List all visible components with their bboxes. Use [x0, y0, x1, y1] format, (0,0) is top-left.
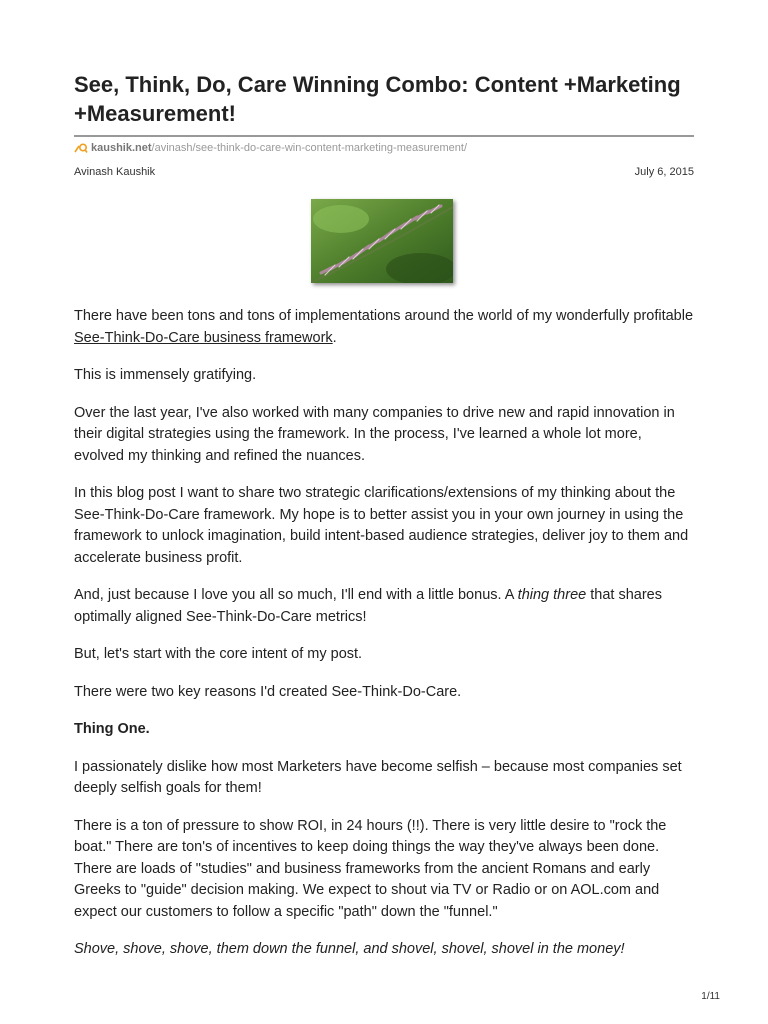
paragraph: Over the last year, I've also worked with many companies to drive new and rapid innovation in their digital strategies using the framework. In the process, I've learned a whole lot more, evolved my thinking and refined the nuances.	[74, 404, 675, 464]
paragraph: There is a ton of pressure to show ROI, in 24 hours (!!). There is very little desire to "rock the boat." There are ton's of incentives to keep doing things the way they've always been done. There are loads of "studies" and business frameworks from the ancient Romans and early Greeks to "guide" decision making. We expect to shout via TV or Radio or on AOL.com and expect our customers to follow a specific "path" down the "funnel."	[74, 817, 667, 920]
source-domain[interactable]: kaushik.net	[91, 142, 152, 154]
paragraph: And, just because I love you all so much, I'll end with a little bonus. A thing three that shares optimally aligned See-Think-Do-Care metrics!	[74, 587, 662, 625]
grass-photo	[311, 199, 453, 283]
paragraph: Shove, shove, shove, them down the funnel, and shovel, shovel, shovel in the money!	[74, 941, 625, 957]
section-heading: Thing One.	[74, 721, 150, 737]
article-body	[74, 306, 694, 977]
paragraph: In this blog post I want to share two strategic clarifications/extensions of my thinking about the See-Think-Do-Care framework. My hope is to better assist you in your own journey in using the framework to unlock imagination, build intent-based audience strategies, deliver joy to them and accelerate business profit.	[74, 485, 689, 566]
author-name: Avinash Kaushik	[74, 166, 156, 178]
paragraph: There were two key reasons I'd created See-Think-Do-Care.	[74, 683, 462, 700]
publish-date: July 6, 2015	[634, 166, 694, 178]
source-url[interactable]	[74, 142, 467, 154]
article-title: See, Think, Do, Care Winning Combo: Content +Marketing +Measurement!	[74, 72, 681, 126]
title-divider	[74, 135, 694, 137]
paragraph: But, let's start with the core intent of my post.	[74, 646, 363, 662]
paragraph: I passionately dislike how most Marketers have become selfish – because most companies set deeply selfish goals for them!	[74, 758, 682, 796]
framework-link[interactable]: See-Think-Do-Care business framework	[74, 329, 333, 346]
paragraph: This is immensely gratifying.	[74, 367, 257, 383]
emphasis-text: thing three	[517, 587, 587, 603]
byline	[74, 166, 694, 178]
link-icon	[74, 142, 88, 154]
source-path[interactable]: /avinash/see-think-do-care-win-content-marketing-measurement/	[151, 142, 467, 154]
paragraph: There have been tons and tons of implementations around the world of my wonderfully profitable See-Think-Do-Care business framework.	[74, 308, 694, 346]
page-number: 1/11	[701, 991, 720, 1002]
